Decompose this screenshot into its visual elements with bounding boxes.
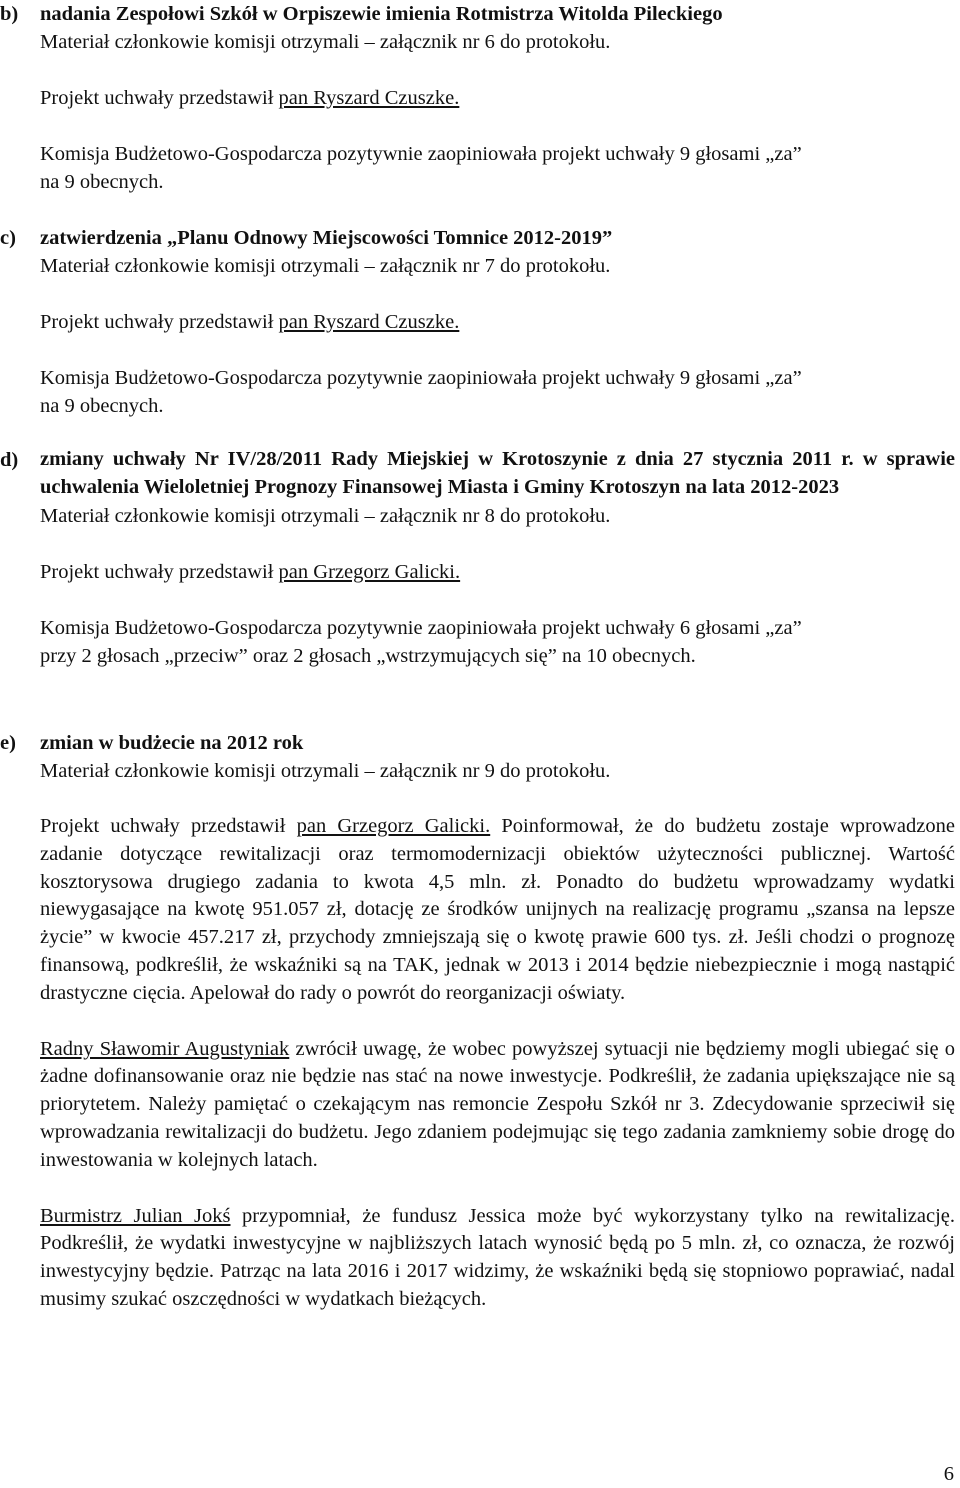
committee-opinion: Komisja Budżetowo-Gospodarcza pozytywnie zaopiniowała projekt uchwały 6 głosami „za”: [40, 616, 802, 639]
presenter-name: pan Ryszard Czuszke.: [278, 87, 460, 109]
committee-opinion-cont: przy 2 głosach „przeciw” oraz 2 głosach „wstrzymujących się” na 10 obecnych.: [40, 644, 696, 667]
presenter-name: pan Grzegorz Galicki.: [296, 815, 491, 837]
speaker-statement: przypomniał, że fundusz Jessica może być wykorzystany tylko na rewitalizację. Podkreślił, że wydatki inwestycyjne w najbliższych latach wynosić będą po 5 mln. zł, co oznacza, że rozwój inwestycyjny będzie. Patrząc na lata 2016 i 2017 widzimy, że wskaźniki będą się stopniowo poprawiać, nadal musimy szukać oszczędności w wydatkach bieżących.: [40, 1204, 955, 1310]
speaker-name: Radny Sławomir Augustyniak: [40, 1037, 290, 1060]
section-title: zmiany uchwały Nr IV/28/2011 Rady Miejskiej w Krotoszynie z dnia 27 stycznia 2011 r. w sprawie uchwalenia Wieloletniej Prognozy Finansowej Miasta i Gminy Krotoszyn na lata 2012-2023: [40, 448, 955, 498]
material-note: Materiał członkowie komisji otrzymali – załącznik nr 9 do protokołu.: [40, 760, 611, 782]
material-note: Materiał członkowie komisji otrzymali – załącznik nr 7 do protokołu.: [40, 255, 611, 277]
section-label: c): [0, 227, 16, 249]
section-b: [0, 0, 955, 196]
project-prefix: Projekt uchwały przedstawił: [40, 87, 279, 109]
project-prefix: Projekt uchwały przedstawił: [40, 560, 279, 583]
speaker-statement: zwrócił uwagę, że wobec powyższej sytuacji nie będziemy mogli ubiegać się o żadne dofinansowanie oraz nie będzie nas stać na nowe inwestycje. Podkreślił, że zadania upiększające nie są priorytetem. Należy pamiętać o czekającym nas remoncie Zespołu Szkół nr 3. Zdecydowanie sprzeciwił się wprowadzania rewitalizacji do budżetu. Jego zdaniem podejmując się tego zadania zamkniemy sobie drogę do inwestowania w kolejnych latach.: [40, 1037, 955, 1171]
section-title: zatwierdzenia „Planu Odnowy Miejscowości Tomnice 2012-2019”: [40, 227, 613, 249]
speaker-paragraph-joks: [40, 1203, 955, 1314]
project-presenter-line: [40, 558, 955, 586]
presenter-paragraph: [40, 813, 955, 1008]
presenter-statement: Poinformował, że do budżetu zostaje wprowadzone zadanie dotyczące rewitalizacji oraz termomodernizacji obiektów użyteczności publicznej. Wartość kosztorysowa drugiego zadania to kwota 4,5 mln. zł. Ponadto do budżetu wprowadzamy wydatki niewygasające na kwotę 951.057 zł, dotację ze środków unijnych na realizację programu „szansa na lepsze życie” w kwocie 457.217 zł, przychody zmniejszają się o kwotę prawie 600 tys. zł. Jeśli chodzi o prognozę finansową, podkreślił, że wskaźniki są na TAK, jednak w 2013 i 2014 będzie niebezpiecznie i mogą nastąpić drastyczne cięcia. Apelował do rady o powrót do reorganizacji oświaty.: [40, 815, 955, 1004]
section-label: b): [0, 3, 19, 25]
speaker-name: Burmistrz Julian Jokś: [40, 1204, 231, 1227]
project-presenter-line: [40, 308, 955, 336]
speaker-paragraph-augustyniak: [40, 1036, 955, 1175]
project-prefix: Projekt uchwały przedstawił: [40, 815, 297, 837]
material-note: Materiał członkowie komisji otrzymali – załącznik nr 8 do protokołu.: [40, 504, 611, 527]
project-presenter-line: [40, 84, 955, 112]
material-note: Materiał członkowie komisji otrzymali – załącznik nr 6 do protokołu.: [40, 31, 611, 53]
section-title: nadania Zespołowi Szkół w Orpiszewie imienia Rotmistrza Witolda Pileckiego: [40, 3, 723, 25]
section-c: [0, 224, 955, 420]
presenter-name: pan Ryszard Czuszke.: [278, 311, 460, 333]
committee-opinion: Komisja Budżetowo-Gospodarcza pozytywnie zaopiniowała projekt uchwały 9 głosami „za”: [40, 367, 802, 389]
project-prefix: Projekt uchwały przedstawił: [40, 311, 279, 333]
section-label: e): [0, 732, 16, 754]
section-e: [0, 729, 955, 1314]
page-number: 6: [943, 1463, 954, 1485]
section-d: [0, 446, 955, 670]
presenter-name: pan Grzegorz Galicki.: [278, 560, 461, 583]
section-label: d): [0, 449, 19, 471]
committee-opinion-cont: na 9 obecnych.: [40, 395, 164, 417]
section-title: zmian w budżecie na 2012 rok: [40, 732, 304, 754]
committee-opinion-cont: na 9 obecnych.: [40, 171, 164, 193]
committee-opinion: Komisja Budżetowo-Gospodarcza pozytywnie zaopiniowała projekt uchwały 9 głosami „za”: [40, 143, 802, 165]
